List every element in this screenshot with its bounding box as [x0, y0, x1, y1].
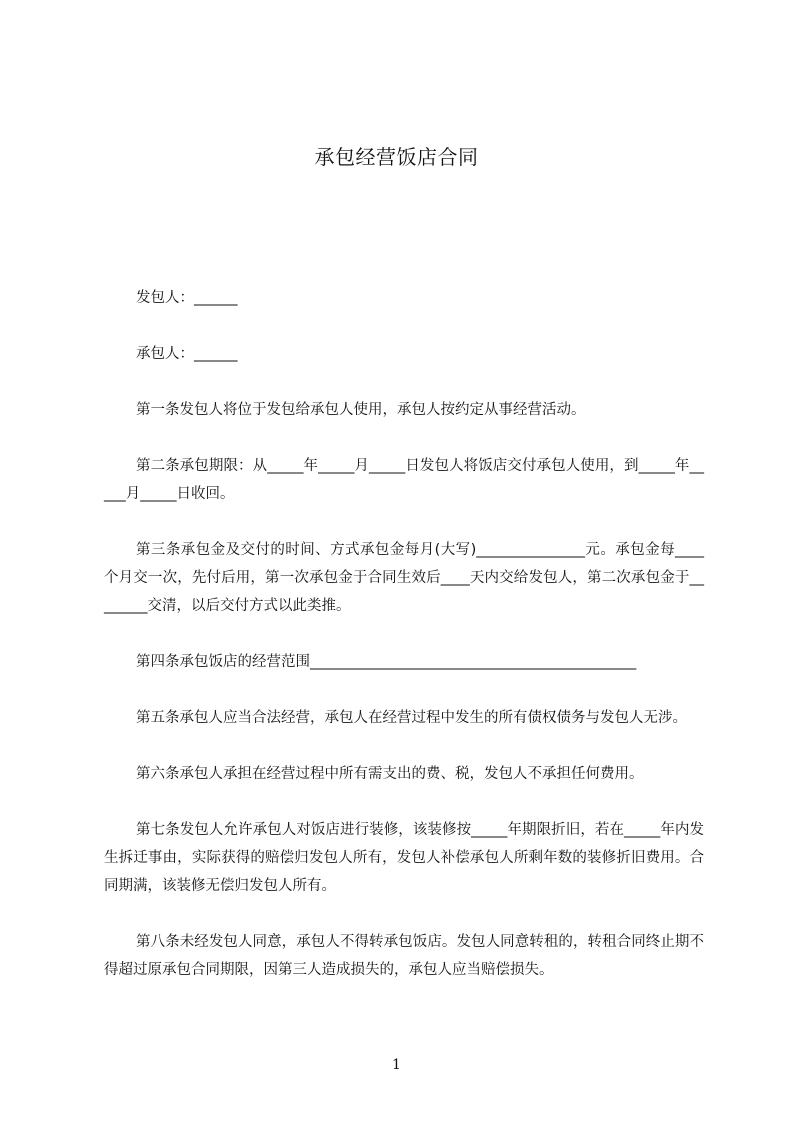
article-5: 第五条承包人应当合法经营，承包人在经营过程中发生的所有债权债务与发包人无涉。 — [136, 710, 687, 726]
article-8: 第八条未经发包人同意，承包人不得转承包饭店。发包人同意转租的，转租合同终止期不得超过原承包合同期限，因第三人造成损失的，承包人应当赔偿损失。 — [104, 934, 704, 978]
article-1: 第一条发包人将位于发包给承包人使用，承包人按约定从事经营活动。 — [136, 402, 586, 418]
article-4: 第四条承包饭店的经营范围_____________________________________________ — [136, 654, 637, 670]
article-2: 第二条承包期限：从_____年_____月_____日发包人将饭店交付承包人使用，到_____年_____月_____日收回。 — [104, 458, 704, 502]
document-body — [104, 284, 704, 1012]
document-title: 承包经营饭店合同 — [314, 145, 479, 169]
party-a-line: 发包人：______ — [136, 290, 238, 306]
party-b-line: 承包人：______ — [136, 346, 238, 362]
article-6: 第六条承包人承担在经营过程中所有需支出的费、税，发包人不承担任何费用。 — [136, 766, 644, 782]
page-number: 1 — [392, 1057, 401, 1073]
article-3: 第三条承包金及交付的时间、方式承包金每月(大写)_______________元。承包金每____个月交一次，先付后用，第一次承包金于合同生效后____天内交给发包人，第二次承包金于________交清，以后交付方式以此类推。 — [104, 542, 704, 614]
article-7: 第七条发包人允许承包人对饭店进行装修，该装修按_____年期限折旧，若在_____年内发生拆迁事由，实际获得的赔偿归发包人所有，发包人补偿承包人所剩年数的装修折旧费用。合同期满，该装修无偿归发包人所有。 — [104, 822, 704, 894]
